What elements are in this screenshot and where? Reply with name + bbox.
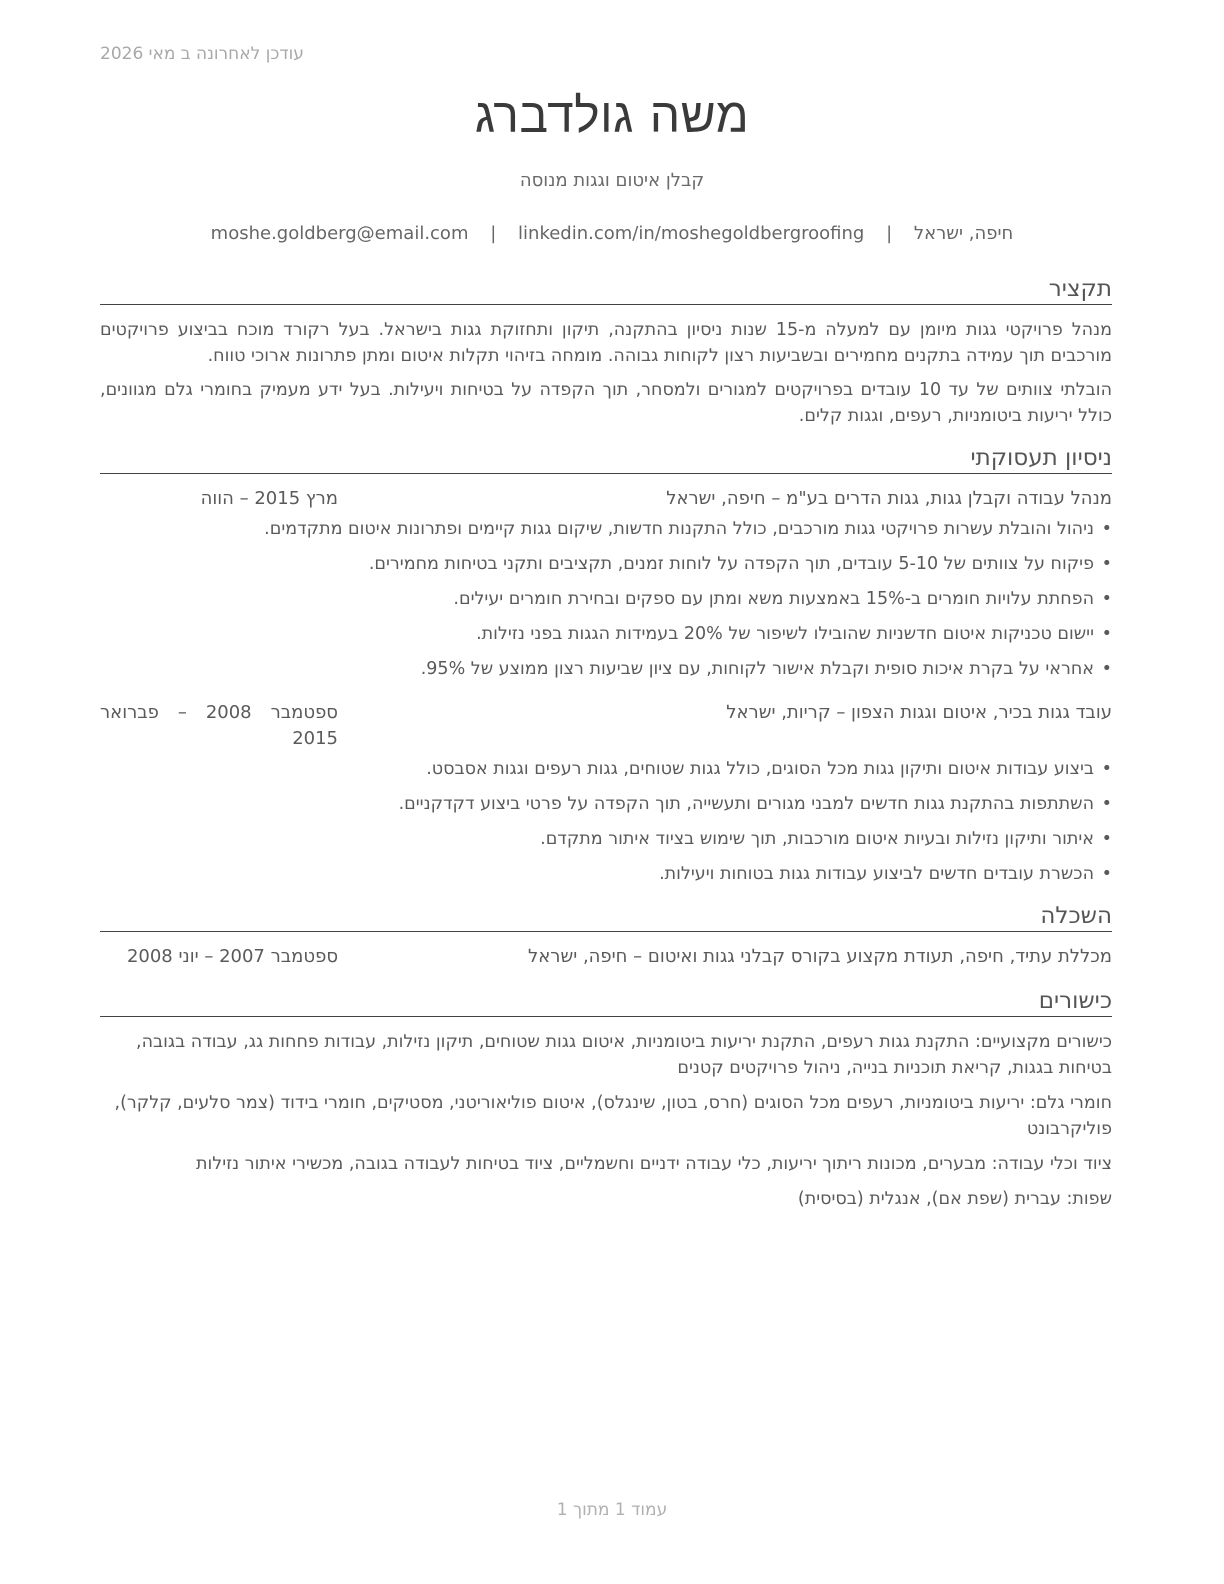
- location-text: חיפה, ישראל: [913, 223, 1014, 244]
- job-dates: ספטמבר 2008 – פברואר 2015: [100, 702, 338, 749]
- education-institution: מכללת עתיד, חיפה, תעודת מקצוע בקורס קבלני גגות ואיטום – חיפה, ישראל: [528, 946, 1112, 967]
- job-role: מנהל עבודה וקבלן גגות, גגות הדרים בע"מ – חיפה, ישראל: [666, 488, 1112, 509]
- summary-section: [100, 274, 1112, 429]
- job-header: [100, 700, 1112, 752]
- resume-content: [100, 274, 1112, 1221]
- job-bullet: • השתתפות בהתקנת גגות חדשים למבני מגורים ותעשייה, תוך הקפדה על פרטי ביצוע דקדקניים.: [398, 794, 1112, 814]
- experience-heading: ניסיון תעסוקתי: [100, 443, 1112, 474]
- job-role: עובד גגות בכיר, איטום וגגות הצפון – קריות, ישראל: [726, 702, 1112, 723]
- education-heading: השכלה: [100, 901, 1112, 932]
- job-bullet: • הכשרת עובדים חדשים לביצוע עבודות גגות בטוחות ויעילות.: [659, 864, 1112, 884]
- job-bullet: • יישום טכניקות איטום חדשניות שהובילו לשיפור של 20% בעמידות הגגות בפני נזילות.: [476, 624, 1112, 644]
- email-link[interactable]: moshe.goldberg@email.com: [210, 223, 469, 244]
- education-entry: [100, 944, 1112, 970]
- job-bullet: • ניהול והובלת עשרות פרויקטי גגות מורכבים, כולל התקנות חדשות, שיקום גגות קיימים ופתרונות איטום מתקדמים.: [264, 519, 1112, 539]
- experience-section: [100, 443, 1112, 887]
- contact-separator: |: [490, 223, 497, 244]
- job-entry: [100, 700, 1112, 887]
- skills-line: ציוד וכלי עבודה: מבערים, מכונות ריתוך יריעות, כלי עבודה ידניים וחשמליים, ציוד בטיחות לעבודה בגובה, מכשירי איתור נזילות: [195, 1154, 1112, 1174]
- job-entry: [100, 486, 1112, 682]
- job-bullet: • פיקוח על צוותים של 5-10 עובדים, תוך הקפדה על לוחות זמנים, תקציבים ותקני בטיחות מחמירים.: [368, 554, 1112, 574]
- candidate-name: משה גולדברג: [474, 88, 750, 144]
- skills-section: [100, 986, 1112, 1212]
- job-bullets: [100, 516, 1112, 682]
- last-updated-text: עודכן לאחרונה ב מאי 2026: [100, 44, 304, 64]
- skills-heading: כישורים: [100, 986, 1112, 1017]
- summary-paragraph: הובלתי צוותים של עד 10 עובדים בפרויקטים למגורים ולמסחר, תוך הקפדה על בטיחות ויעילות. בעל ידע מעמיק בחומרי גלם מגוונים, כולל יריעות ביטומניות, רעפים, וגגות קלים.: [100, 380, 1112, 426]
- linkedin-link[interactable]: linkedin.com/in/moshegoldbergroofing: [518, 223, 865, 244]
- job-bullet: • איתור ותיקון נזילות ובעיות איטום מורכבות, תוך שימוש בציוד איתור מתקדם.: [540, 829, 1112, 849]
- job-bullet: • הפחתת עלויות חומרים ב-15% באמצעות משא ומתן עם ספקים ובחירת חומרים יעילים.: [453, 589, 1112, 609]
- contact-separator: |: [886, 223, 893, 244]
- skills-line: כישורים מקצועיים: התקנת גגות רעפים, התקנת יריעות ביטומניות, איטום גגות שטוחים, תיקון נזילות, עבודות פחחות גג, עבודה בגובה, בטיחות בגגות, קריאת תוכניות בנייה, ניהול פרויקטים קטנים: [136, 1032, 1112, 1078]
- skills-line: חומרי גלם: יריעות ביטומניות, רעפים מכל הסוגים (חרס, בטון, שינגלס), איטום פוליאוריטני, מסטיקים, חומרי בידוד (צמר סלעים, קלקר), פוליקרבונט: [114, 1093, 1112, 1139]
- contact-line: [0, 223, 1224, 244]
- education-dates: ספטמבר 2007 – יוני 2008: [126, 946, 338, 967]
- candidate-title: קבלן איטום וגגות מנוסה: [519, 170, 705, 191]
- skills-line: שפות: עברית (שפת אם), אנגלית (בסיסית): [797, 1189, 1112, 1209]
- job-dates: מרץ 2015 – הווה: [200, 488, 338, 509]
- page-footer: עמוד 1 מתוך 1: [556, 1500, 668, 1520]
- job-header: [100, 486, 1112, 512]
- job-bullets: [100, 756, 1112, 887]
- summary-paragraph: מנהל פרויקטי גגות מיומן עם למעלה מ-15 שנות ניסיון בהתקנה, תיקון ותחזוקת גגות בישראל. בעל רקורד מוכח בביצוע פרויקטים מורכבים תוך עמידה בתקנים מחמירים ובשביעות רצון לקוחות גבוהה. מומחה בזיהוי תקלות איטום ומתן פתרונות ארוכי טווח.: [100, 320, 1112, 366]
- summary-heading: תקציר: [100, 274, 1112, 305]
- job-bullet: • אחראי על בקרת איכות סופית וקבלת אישור לקוחות, עם ציון שביעות רצון ממוצע של 95%.: [420, 659, 1112, 679]
- job-bullet: • ביצוע עבודות איטום ותיקון גגות מכל הסוגים, כולל גגות שטוחים, גגות רעפים וגגות אסבסט.: [426, 759, 1112, 779]
- education-section: [100, 901, 1112, 970]
